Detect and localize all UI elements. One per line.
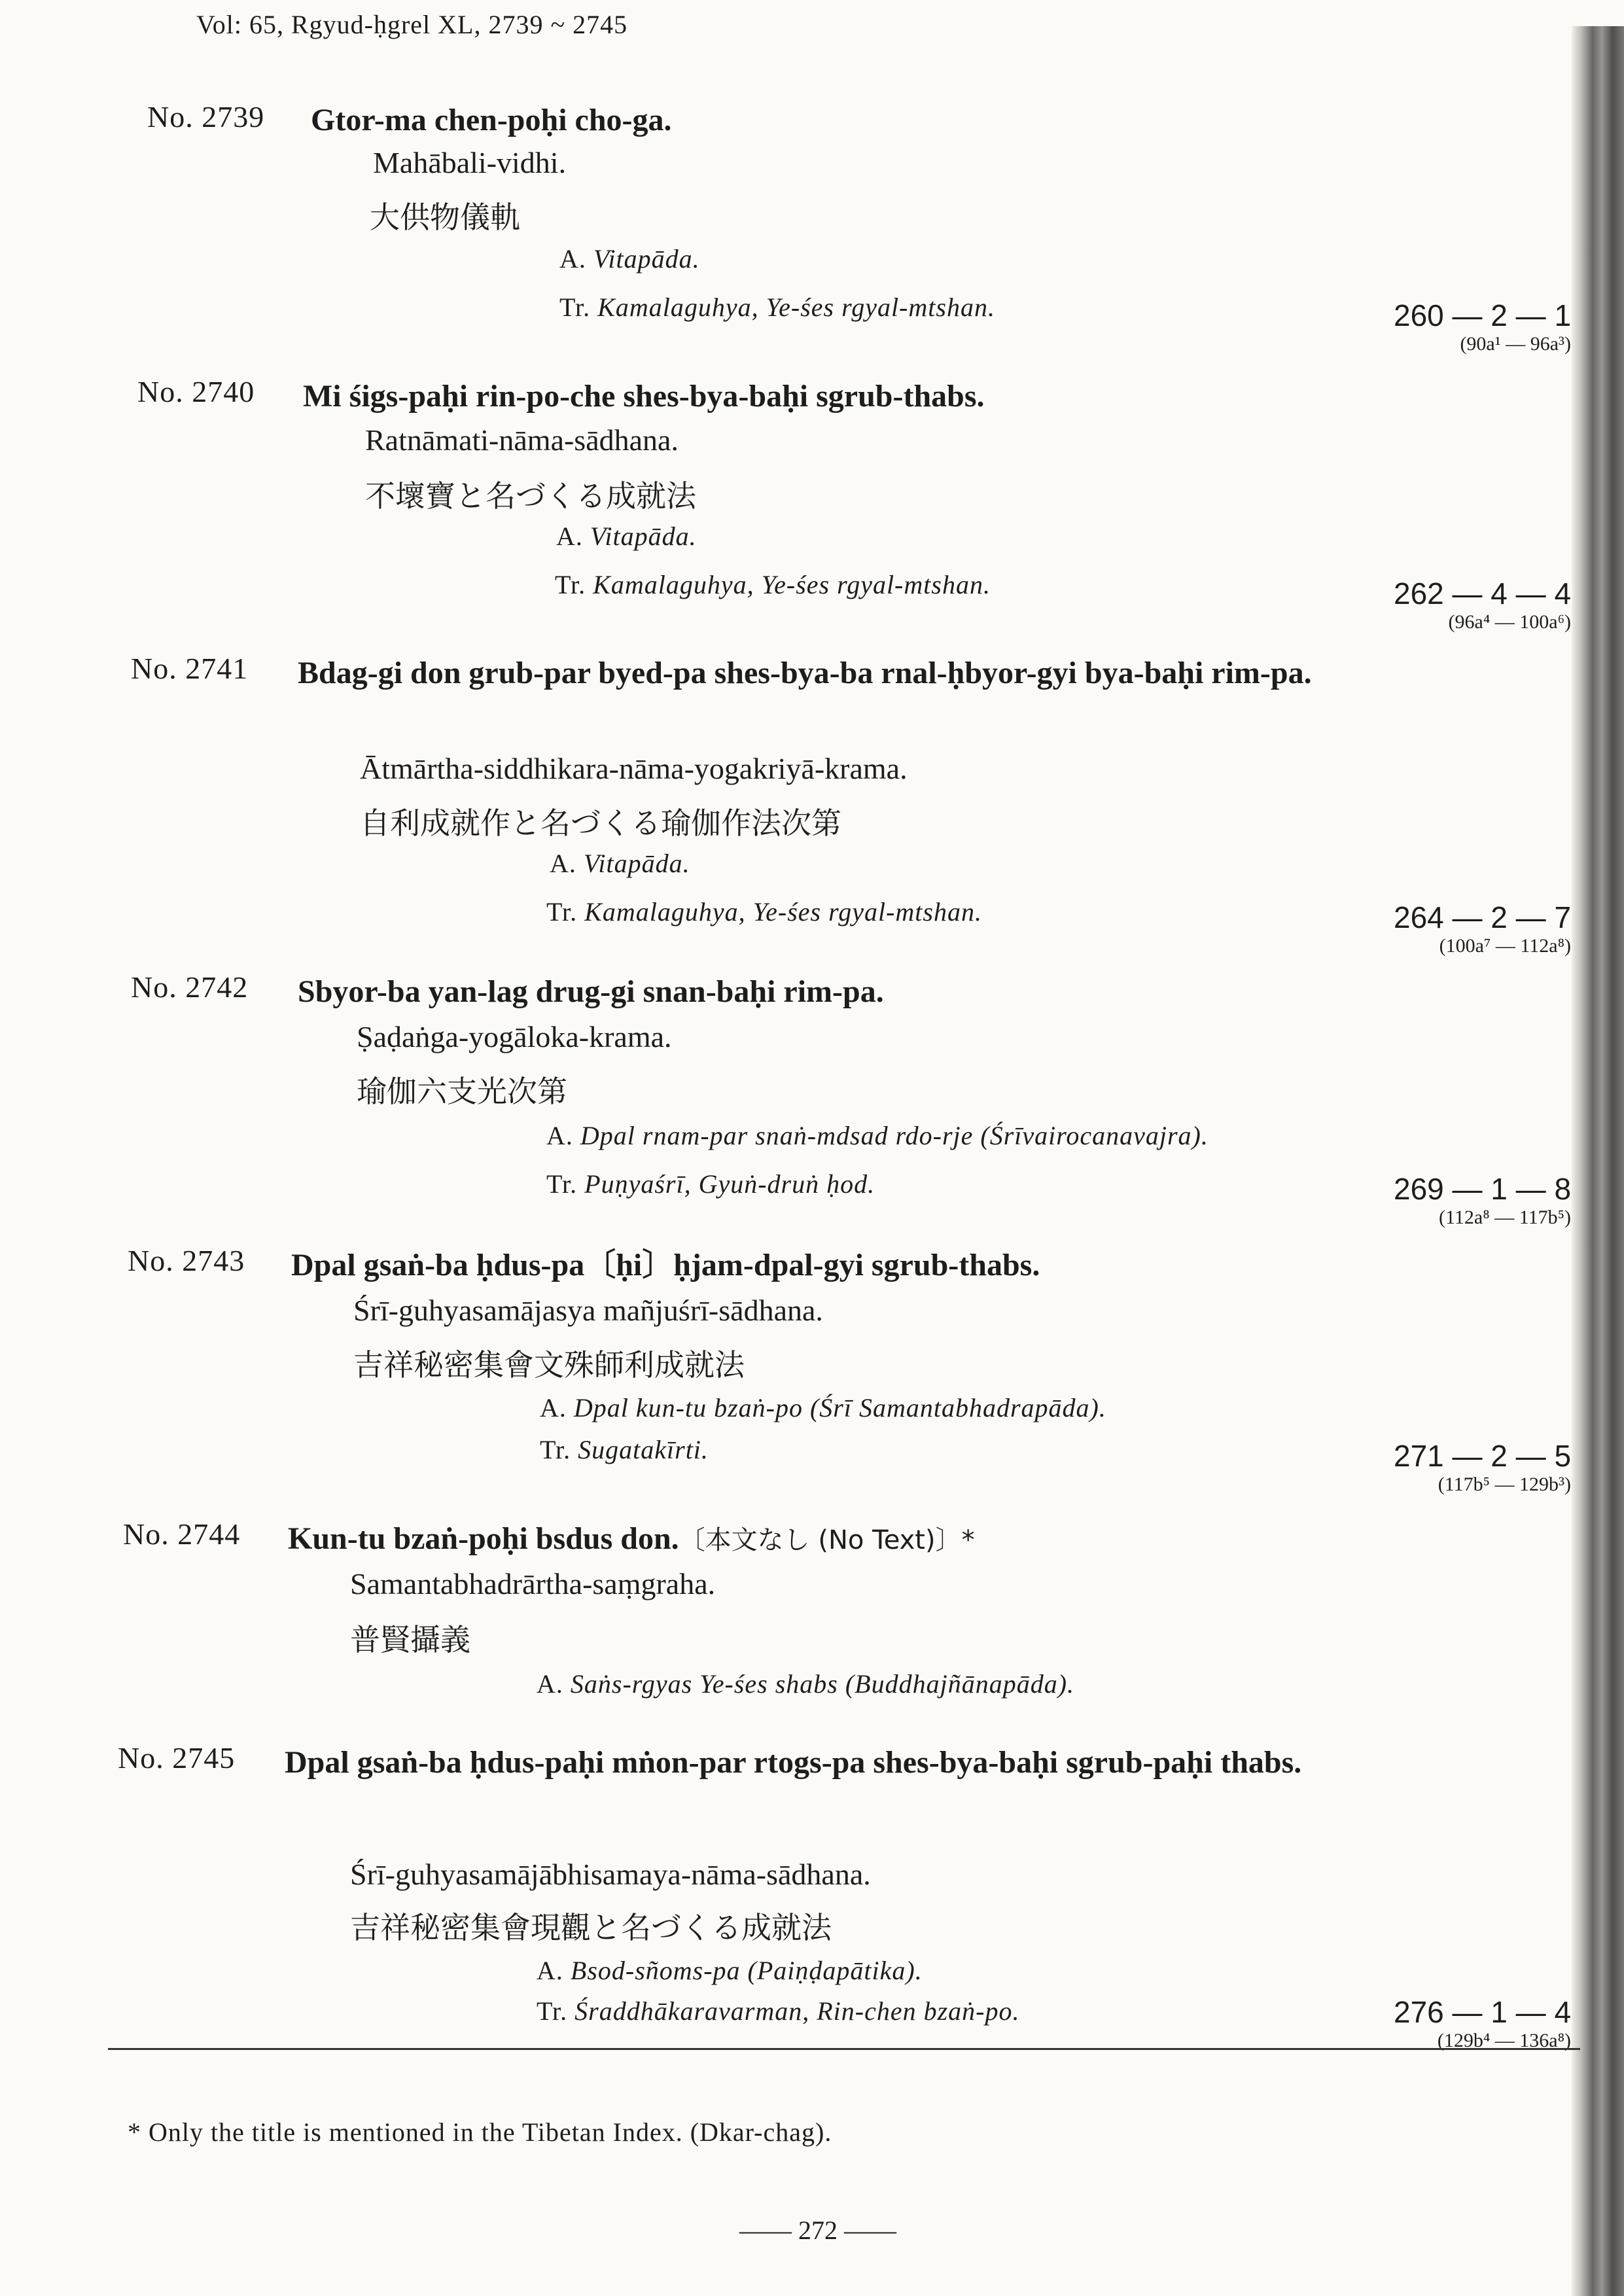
sanskrit-title: Mahābali-vidhi.: [373, 146, 567, 179]
reference-main: 271 — 2 — 5: [1394, 1439, 1572, 1473]
author-label: A.: [537, 1669, 563, 1699]
reference-folio: (112a⁸ — 117b⁵): [1439, 1207, 1572, 1228]
entry-title: [288, 1518, 1361, 1561]
japanese-title: 大供物儀軌: [370, 200, 520, 235]
entry-title: Bdag-gi don grub-par byed-pa shes-bya-ba rnal-ḥbyor-gyi bya-baḥi rim-pa.: [298, 656, 1312, 690]
reference-main: 276 — 1 — 4: [1394, 1995, 1572, 2029]
translator-line: [537, 1996, 1020, 2026]
author-line: [546, 1120, 1209, 1151]
volume-reference: [1394, 1171, 1571, 1229]
sanskrit-title: Samantabhadrārtha-saṃgraha.: [350, 1567, 716, 1600]
entry-title-text: Kun-tu bzaṅ-poḥi bsdus don.: [288, 1521, 679, 1556]
reference-folio: (129b⁴ — 136a⁸): [1437, 2030, 1572, 2051]
author-label: A.: [540, 1393, 567, 1422]
volume-reference: [1394, 1438, 1571, 1496]
entry-number: No. 2743: [128, 1244, 245, 1277]
translator-label: Tr.: [546, 897, 578, 927]
japanese-title: 吉祥秘密集會文殊師利成就法: [353, 1347, 745, 1383]
author-label: A.: [546, 1121, 573, 1150]
japanese-title: 不壞寶と名づくる成就法: [365, 478, 696, 514]
author-name: Dpal rnam-par snaṅ-mdsad rdo-rje (Śrīvairocanavajra).: [580, 1121, 1209, 1150]
translator-name: Puṇyaśrī, Gyuṅ-druṅ ḥod.: [584, 1169, 875, 1199]
author-label: A.: [559, 244, 586, 274]
entry-title: Gtor-ma chen-poḥi cho-ga.: [311, 103, 672, 137]
volume-reference: [1394, 298, 1571, 355]
translator-name: Kamalaguhya, Ye-śes rgyal-mtshan.: [597, 292, 995, 322]
footnote: * Only the title is mentioned in the Tibetan Index. (Dkar-chag).: [128, 2117, 832, 2147]
entry-title: Mi śigs-paḥi rin-po-che shes-bya-baḥi sgrub-thabs.: [303, 379, 985, 414]
entry-number: No. 2744: [123, 1517, 241, 1551]
footnote-rule: [108, 2048, 1580, 2050]
japanese-title: 普賢攝義: [350, 1622, 470, 1657]
author-label: A.: [537, 1956, 563, 1985]
reference-main: 262 — 4 — 4: [1394, 576, 1572, 610]
entry-number: No. 2741: [131, 652, 249, 685]
reference-main: 264 — 2 — 7: [1394, 900, 1572, 934]
author-name: Vitapāda.: [590, 521, 697, 551]
author-label: A.: [550, 849, 576, 878]
author-line: [537, 1955, 923, 1986]
entry-number: No. 2742: [131, 970, 249, 1004]
sanskrit-title: Śrī-guhyasamājasya mañjuśrī-sādhana.: [353, 1294, 823, 1327]
reference-main: 260 — 2 — 1: [1394, 298, 1572, 332]
volume-reference: [1394, 576, 1571, 633]
translator-label: Tr.: [537, 1996, 568, 2026]
entry-title: Dpal gsaṅ-ba ḥdus-pa〔ḥi〕ḥjam-dpal-gyi sgrub-thabs.: [291, 1248, 1040, 1282]
translator-label: Tr.: [555, 570, 586, 599]
reference-folio: (96a⁴ — 100a⁶): [1448, 611, 1572, 633]
running-header: Vol: 65, Rgyud-ḥgrel XL, 2739 ~ 2745: [196, 10, 628, 39]
entry-number: No. 2739: [147, 100, 265, 133]
author-line: [556, 521, 697, 552]
translator-line: [540, 1434, 709, 1465]
japanese-title: 瑜伽六支光次第: [357, 1074, 567, 1109]
japanese-title: 自利成就作と名づくる瑜伽作法次第: [360, 805, 841, 841]
translator-label: Tr.: [540, 1435, 571, 1464]
sanskrit-title: Ṣaḍaṅga-yogāloka-krama.: [357, 1020, 672, 1053]
translator-line: [546, 896, 982, 927]
volume-reference: [1394, 900, 1571, 957]
author-line: [537, 1669, 1074, 1699]
translator-name: Śraddhākaravarman, Rin-chen bzaṅ-po.: [574, 1996, 1020, 2026]
author-name: Dpal kun-tu bzaṅ-po (Śrī Samantabhadrapāda).: [573, 1393, 1106, 1422]
no-text-note: 〔本文なし (No Text)〕*: [679, 1525, 975, 1555]
sanskrit-title: Ātmārtha-siddhikara-nāma-yogakriyā-krama.: [360, 752, 908, 785]
author-line: [540, 1392, 1106, 1423]
author-name: Vitapāda.: [583, 849, 690, 878]
reference-folio: (117b⁵ — 129b³): [1438, 1474, 1572, 1495]
translator-label: Tr.: [559, 292, 591, 322]
page-edge-shadow: [1572, 26, 1624, 2296]
author-line: [559, 243, 700, 274]
author-name: Bsod-sñoms-pa (Paiṇḍapātika).: [570, 1956, 923, 1985]
reference-folio: (90a¹ — 96a³): [1460, 333, 1572, 355]
translator-line: [559, 292, 995, 323]
translator-name: Sugatakīrti.: [578, 1435, 709, 1464]
entry-title: Sbyor-ba yan-lag drug-gi snan-baḥi rim-pa.: [298, 974, 884, 1009]
entry-number: No. 2740: [137, 375, 255, 408]
volume-reference: [1394, 1994, 1571, 2052]
translator-name: Kamalaguhya, Ye-śes rgyal-mtshan.: [593, 570, 991, 599]
translator-line: [555, 569, 991, 600]
sanskrit-title: Śrī-guhyasamājābhisamaya-nāma-sādhana.: [350, 1858, 871, 1891]
author-label: A.: [556, 521, 583, 551]
japanese-title: 吉祥秘密集會現觀と名づくる成就法: [350, 1910, 832, 1945]
translator-name: Kamalaguhya, Ye-śes rgyal-mtshan.: [584, 897, 982, 927]
reference-folio: (100a⁷ — 112a⁸): [1439, 935, 1572, 957]
page-number: —— 272 ——: [739, 2216, 896, 2245]
sanskrit-title: Ratnāmati-nāma-sādhana.: [365, 423, 679, 457]
translator-label: Tr.: [546, 1169, 578, 1199]
author-name: Saṅs-rgyas Ye-śes shabs (Buddhajñānapāda).: [570, 1669, 1075, 1699]
author-name: Vitapāda.: [593, 244, 700, 274]
entry-title: Dpal gsaṅ-ba ḥdus-paḥi mṅon-par rtogs-pa shes-bya-baḥi sgrub-paḥi thabs.: [285, 1745, 1302, 1780]
reference-main: 269 — 1 — 8: [1394, 1172, 1572, 1206]
entry-number: No. 2745: [118, 1741, 236, 1775]
author-line: [550, 848, 690, 879]
translator-line: [546, 1169, 875, 1199]
